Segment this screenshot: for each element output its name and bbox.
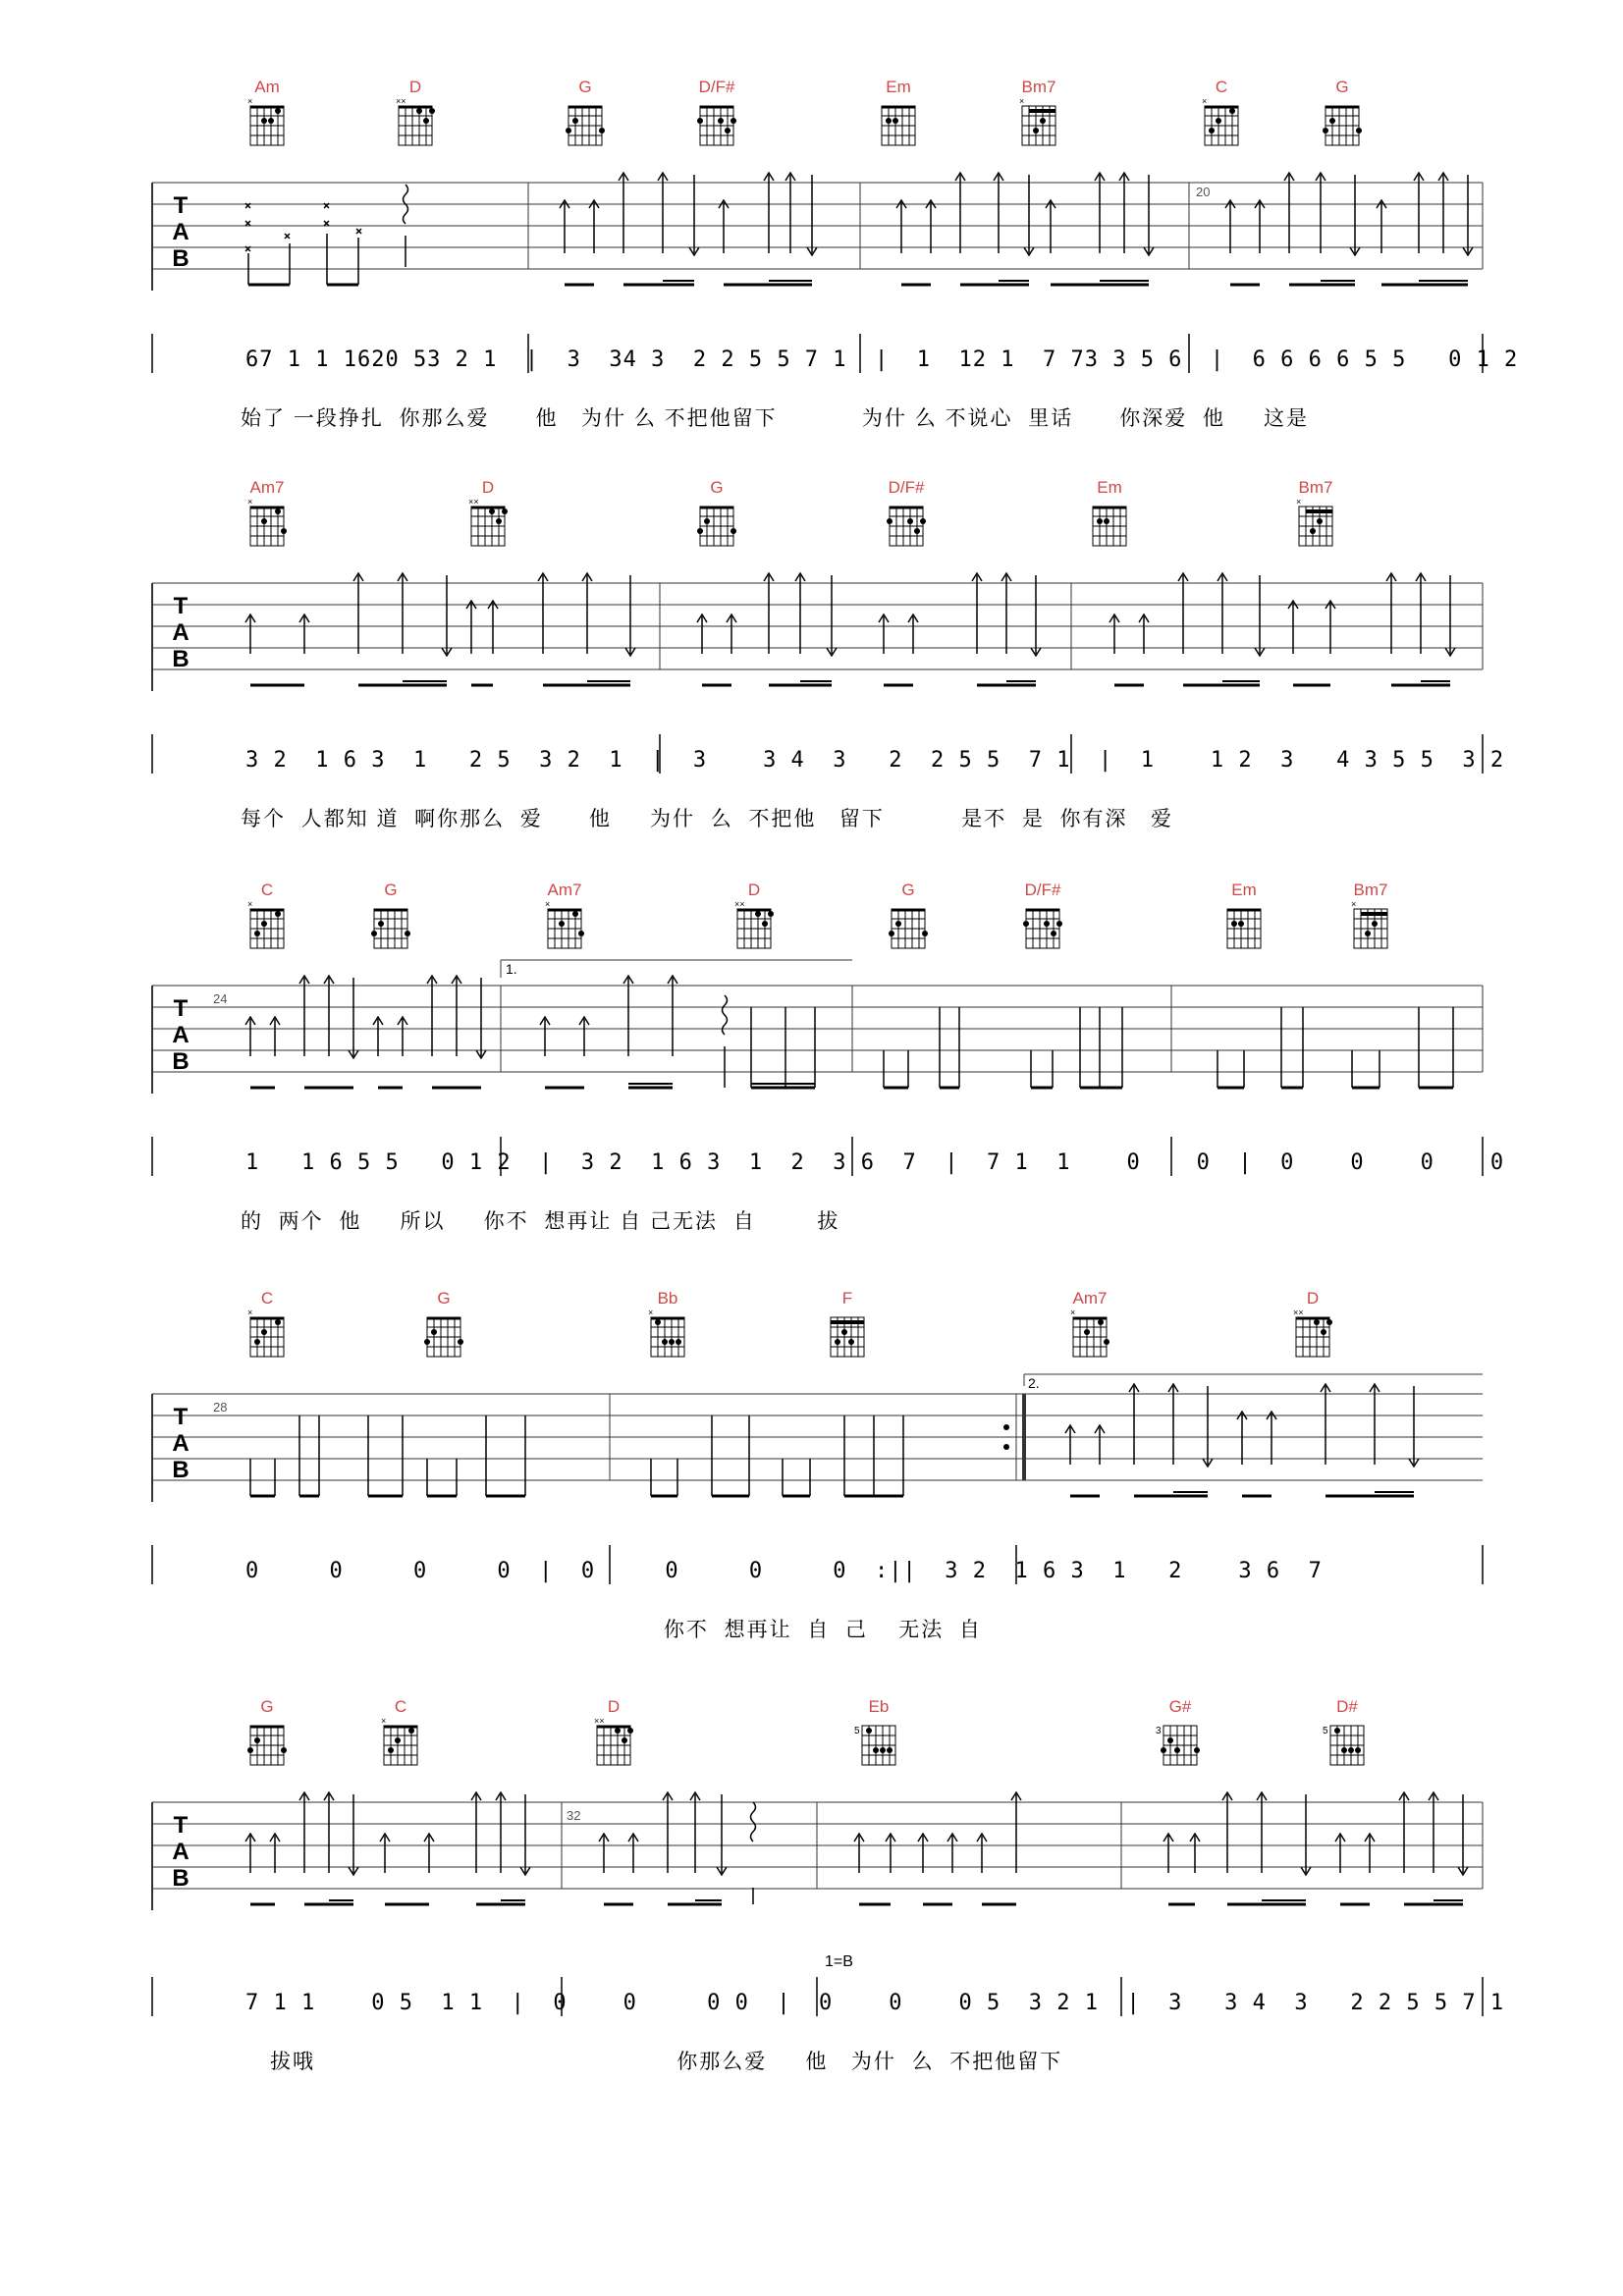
chord-diagram: D ××: [454, 477, 522, 548]
chord-diagram: Am7 ×: [530, 880, 599, 950]
chord-diagram: G# 3: [1146, 1696, 1215, 1767]
chord-diagram: Bb ×: [633, 1288, 702, 1359]
svg-text:×: ×: [1351, 899, 1357, 909]
tab-staff: [152, 575, 1483, 697]
chord-row: [152, 1696, 1483, 1785]
chord-diagram: D ××: [720, 880, 788, 950]
tab-staff: [152, 961, 1483, 1099]
chord-diagram: C ×: [1187, 77, 1256, 147]
chord-row: [152, 77, 1483, 165]
lyrics-line: 你不 想再让 自 己 无法 自: [241, 1619, 982, 1641]
chord-diagram: Am7 ×: [233, 477, 301, 548]
svg-text:×: ×: [1019, 96, 1025, 106]
chord-diagram: Bm7 ×: [1336, 880, 1405, 950]
tab-staff: [152, 1375, 1483, 1508]
svg-text:××: ××: [396, 96, 406, 106]
svg-text:×: ×: [247, 899, 253, 909]
chord-diagram: G: [409, 1288, 478, 1359]
chord-diagram: G: [874, 880, 943, 950]
lyrics-line: 的 两个 他 所以 你不 想再让 自 己无法 自 拔: [241, 1210, 840, 1233]
numbered-notation: 7 1 1 0 5 1 1 | 0 0 0 0 | 0 0 0 5 3 2 1 | 3 3 4 3 2 2 5 5 7 1: [245, 1991, 1505, 2015]
tab-clef: T A B: [172, 593, 189, 672]
chord-diagram: C ×: [366, 1696, 435, 1767]
svg-text:×: ×: [545, 899, 551, 909]
svg-text:××: ××: [1293, 1308, 1304, 1317]
svg-text:××: ××: [594, 1716, 605, 1726]
chord-diagram: D ××: [381, 77, 450, 147]
chord-diagram: Em: [1210, 880, 1278, 950]
chord-diagram: Em: [1075, 477, 1144, 548]
chord-diagram: Eb 5: [844, 1696, 913, 1767]
volta-2: 2.: [1028, 1375, 1040, 1391]
chord-diagram: Am ×: [233, 77, 301, 147]
svg-text:3: 3: [1156, 1726, 1162, 1736]
svg-text:×: ×: [648, 1308, 654, 1317]
chord-diagram: G: [233, 1696, 301, 1767]
measure-number: 24: [213, 991, 228, 1006]
measure-number: 28: [213, 1400, 228, 1415]
svg-text:×: ×: [381, 1716, 387, 1726]
chord-diagram: D/F#: [872, 477, 941, 548]
chord-row: [152, 477, 1483, 565]
tab-clef: T A B: [172, 192, 189, 272]
measure-number: 32: [567, 1808, 581, 1823]
svg-text:××: ××: [734, 899, 745, 909]
svg-text:5: 5: [854, 1726, 860, 1736]
svg-text:×: ×: [247, 1308, 253, 1317]
svg-text:5: 5: [1323, 1726, 1328, 1736]
chord-diagram: D ××: [1278, 1288, 1347, 1359]
chord-diagram: Bm7 ×: [1281, 477, 1350, 548]
chord-diagram: D ××: [579, 1696, 648, 1767]
chord-diagram: G: [551, 77, 620, 147]
chord-row: [152, 880, 1483, 968]
chord-diagram: C ×: [233, 880, 301, 950]
chord-row: [152, 1288, 1483, 1376]
svg-text:×: ×: [1070, 1308, 1076, 1317]
chord-diagram: Am7 ×: [1055, 1288, 1124, 1359]
numbered-notation: 0 0 0 0 | 0 0 0 0 :|| 3 2 1 6 3 1 2 3 6 7: [245, 1559, 1323, 1583]
chord-diagram: Bm7 ×: [1004, 77, 1073, 147]
svg-text:×: ×: [247, 497, 253, 507]
tab-clef: T A B: [172, 1812, 189, 1892]
lyrics-line: 始了 一段挣扎 你那么爱 他 为什 么 不把他留下 为什 么 不说心 里话 你深爱 他 这是: [241, 407, 1310, 430]
chord-diagram: G: [356, 880, 425, 950]
tab-clef: T A B: [172, 995, 189, 1075]
svg-text:×: ×: [1202, 96, 1208, 106]
chord-diagram: D/F#: [1008, 880, 1077, 950]
chord-diagram: D# 5: [1313, 1696, 1381, 1767]
chord-diagram: F: [813, 1288, 882, 1359]
tab-clef: T A B: [172, 1404, 189, 1483]
volta-1: 1.: [506, 961, 517, 977]
chord-diagram: G: [682, 477, 751, 548]
lyrics-line: 每个 人都知 道 啊你那么 爱 他 为什 么 不把他 留下 是不 是 你有深 爱: [241, 808, 1174, 830]
chord-diagram: D/F#: [682, 77, 751, 147]
numbered-notation: 67 1 1 1620 53 2 1 | 3 34 3 2 2 5 5 7 1 | 1 12 1 7 73 3 5 6 | 6 6 6 6 5 5 0 1 2: [245, 347, 1519, 372]
chord-diagram: G: [1308, 77, 1377, 147]
key-change: 1=B: [825, 1953, 853, 1970]
tab-staff: [152, 175, 1483, 296]
lyrics-line: 拔哦 你那么爱 他 为什 么 不把他留下: [270, 2051, 1063, 2073]
chord-diagram: Em: [864, 77, 933, 147]
svg-text:××: ××: [468, 497, 479, 507]
tab-staff: [152, 1794, 1483, 1916]
svg-text:×: ×: [247, 96, 253, 106]
svg-text:×: ×: [1296, 497, 1302, 507]
numbered-notation: 3 2 1 6 3 1 2 5 3 2 1 | 3 3 4 3 2 2 5 5 7 1 | 1 1 2 3 4 3 5 5 3 2: [245, 748, 1505, 773]
numbered-notation: 1 1 6 5 5 0 1 2 | 3 2 1 6 3 1 2 3 6 7 | 7 1 1 0 0 | 0 0 0 0: [245, 1150, 1505, 1175]
measure-number: 20: [1196, 185, 1211, 199]
chord-diagram: C ×: [233, 1288, 301, 1359]
